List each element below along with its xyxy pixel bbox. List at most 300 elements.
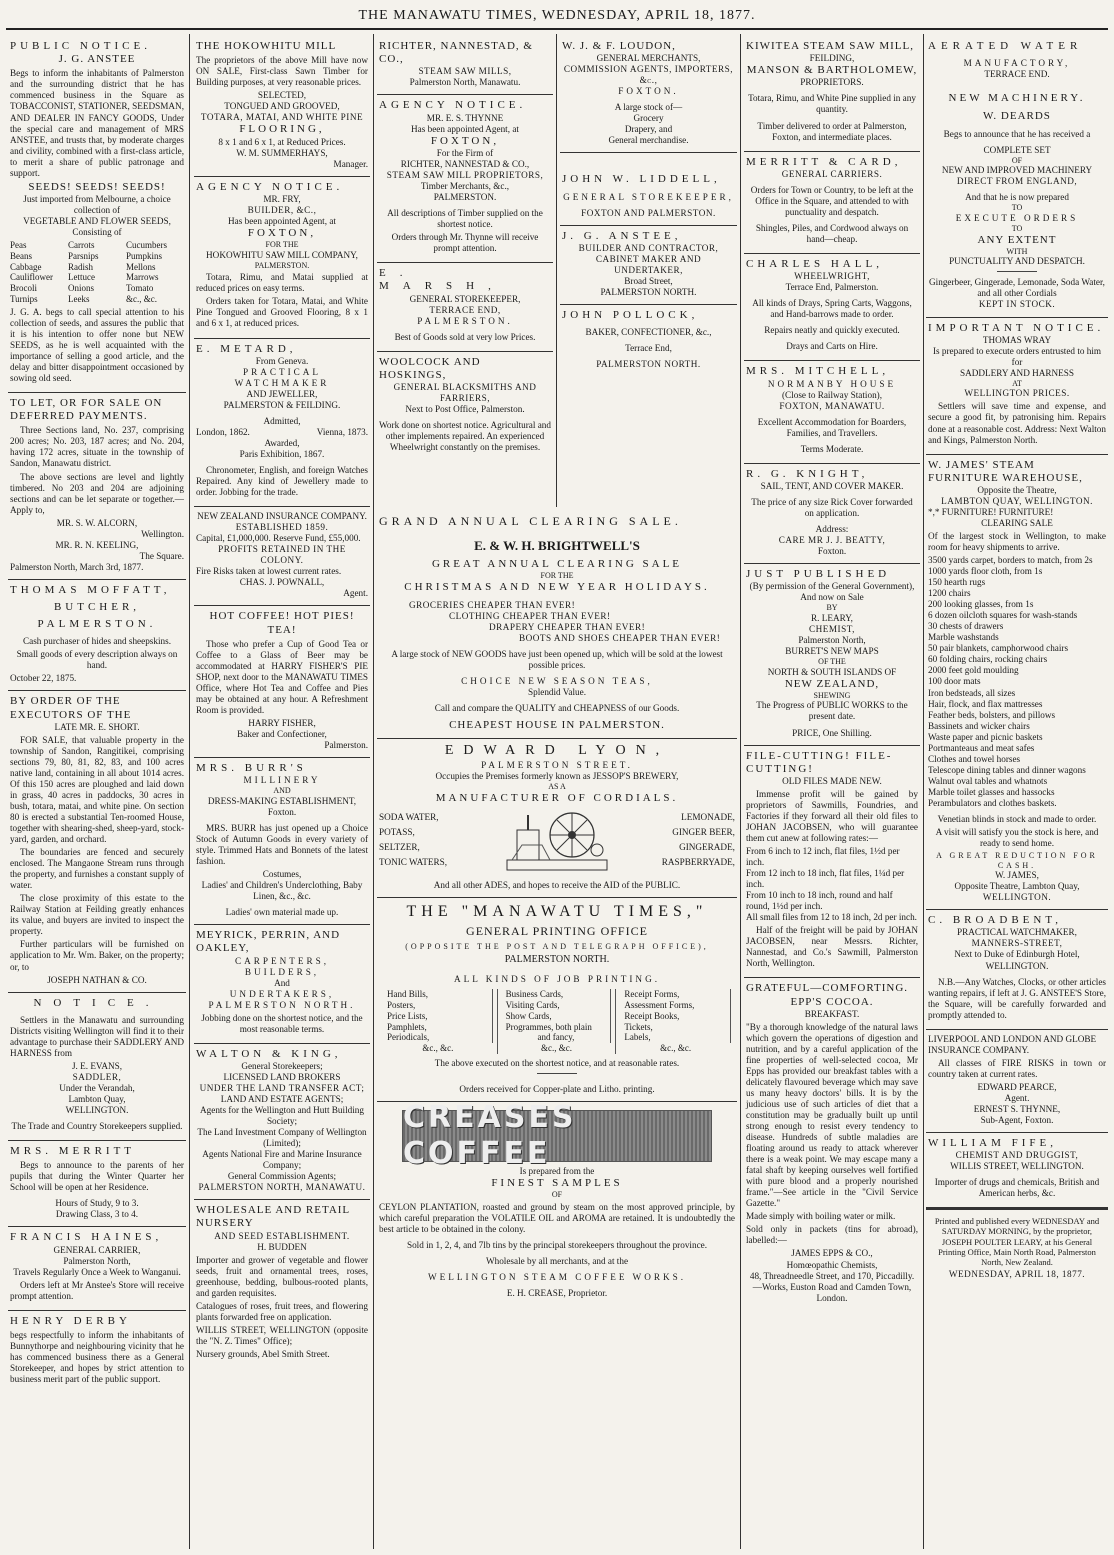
ad-manawatu-times-printing [377, 898, 737, 1102]
ad-text: UNDERTAKERS, [229, 988, 335, 999]
ad-text: PALMERSTON. [417, 315, 513, 326]
ad-merritt-card [744, 152, 920, 254]
ad-title: MRS. BURR'S [196, 762, 307, 774]
seed-item: Cauliflower [10, 272, 53, 283]
ad-text: PALMERSTON NORTH, MANAWATU. [198, 1182, 366, 1193]
ad-text: Ladies' own material made up. [225, 907, 339, 918]
column-rule [740, 34, 741, 1549]
ad-body: Catalogues of roses, fruit trees, and flowering plants forwarded free on application. [196, 1300, 368, 1322]
ad-kiwitea [744, 36, 920, 152]
ad-body: Made simply with boiling water or milk. [746, 1211, 896, 1222]
ad-text: CHEMIST AND DRUGGIST, [955, 1150, 1079, 1161]
job-item: &c., &c. [422, 1043, 454, 1054]
ad-text: (Close to Railway Station), [781, 389, 883, 400]
furniture-list [928, 555, 1106, 809]
ad-body: Three Sections land, No. 237, comprising 200 acres; No. 203, 187 acres; and No. 204, having 172 acres, situate in the township of Sandon, Manawatu district. [10, 425, 184, 469]
cordial: LEMONADE, [681, 812, 735, 822]
seed-item: Cabbage [10, 261, 42, 272]
ad-text: TERRACE END. [984, 69, 1050, 80]
ad-title: JUST PUBLISHED [746, 568, 891, 581]
ad-text: STEAM SAW MILLS, [418, 66, 512, 77]
ad-place: PALMERSTON & FEILDING. [223, 399, 341, 410]
ad-body: Orders left at Mr Anstee's Store will receive prompt attention. [10, 1279, 184, 1301]
ad-name: H. BUDDEN [257, 1241, 307, 1252]
ad-text: General merchandise. [608, 135, 689, 146]
ad-body: The close proximity of this estate to the Railway Station at Feilding greatly enhances its value, and buyers are invited to inspect the property. [10, 893, 184, 937]
ad-text: FOXTON. [618, 86, 679, 97]
ad-text: Consisting of [72, 226, 122, 237]
ad-text: BUILDER AND CONTRACTOR, [578, 242, 719, 253]
ad-text: 8 x 1 and 6 x 1, at Reduced Prices. [218, 136, 346, 147]
ad-text: OF [551, 1190, 563, 1200]
ad-clearing-sale [377, 510, 737, 739]
ad-body: CEYLON PLANTATION, roasted and ground by steam on the most approved principle, by which careful preparation the VOLATILE OIL and AROMA are retained. It is undoubtedly the best article to be obtained in the colony. [379, 1201, 735, 1235]
ad-text: Terrace End, Palmerston. [785, 282, 879, 293]
ad-body: MRS. BURR has just opened up a Choice Stock of Autumn Goods in every variety of style. Trimmed Hats and Bonnets of the latest fashion. [196, 822, 368, 866]
ad-text: Opposite the Theatre, [977, 484, 1057, 495]
column-1 [8, 36, 186, 1549]
ad-hot-coffee [194, 606, 370, 758]
ad-text: FOXTON AND PALMERSTON. [581, 207, 716, 218]
ad-title: IMPORTANT NOTICE. [928, 321, 1105, 334]
ad-text: HOKOWHITU SAW MILL COMPANY, [206, 249, 358, 260]
ad-text: Palmerston North, [798, 634, 866, 645]
cordial: GINGERADE, [679, 842, 735, 853]
ad-title: AERATED WATER [928, 40, 1083, 52]
ad-text: COMPLETE SET [983, 144, 1051, 155]
seed-item: Cucumbers [126, 240, 167, 250]
ad-signature: ERNEST S. THYNNE, [973, 1103, 1061, 1114]
ad-title: R. G. KNIGHT, [746, 467, 869, 480]
ad-body: All kinds of Drays, Spring Carts, Waggons, and Hand-barrows made to order. [752, 298, 912, 320]
ad-text: Palmerston North, Manawatu. [409, 77, 521, 88]
ad-body: Begs to announce to the parents of her pupils that during the Winter Quarter her School will be open at her Residence. [10, 1160, 184, 1193]
ad-budden [194, 1200, 370, 1366]
ad-text: Next to Duke of Edinburgh Hotel, [954, 949, 1080, 960]
ad-title: GRAND ANNUAL CLEARING SALE. [379, 514, 682, 528]
ad-name: MR. FRY, [263, 193, 301, 204]
seed-item: Marrows [126, 272, 159, 283]
ad-body: Those who prefer a Cup of Good Tea or Coffee to a Glass of Beer may be accommodated at HARRY FISHER'S PIE SHOP, next door to the MANAWATU TIMES Office, where Hot Tea and Coffee and Pies may be obtained at any hour. A Refreshment Room is provided. [196, 638, 368, 715]
seed-item: Lettuce [68, 272, 95, 283]
ad-text: SADDLERY AND HARNESS [959, 367, 1074, 378]
ad-name: MR. E. S. THYNNE [426, 112, 504, 123]
ad-address: 48, Threadneedle Street, and 170, Piccadilly.—Works, Euston Road and Camden Town, London. [749, 1270, 915, 1303]
ad-body: "By a thorough knowledge of the natural laws which govern the operations of digestion and nutrition, and by a careful application of the fine properties of well-selected cocoa, Mr Epps has provided our breakfast tables with a delicately flavoured beverage which may save us many heavy doctors' bills. It is by the judicious use of such articles of diet that a constitution may be gradually built up until strong enough to resist every tendency to disease. Hundreds of subtle maladies are floating around us ready to attack wherever there is a weak point. We may escape many a fatal shaft by keeping ourselves well fortified with pure blood and a properly nourished frame."—See article in the "Civil Service Gazette." [746, 1021, 918, 1209]
seed-item: &c., &c. [126, 293, 157, 304]
ad-just-published [744, 564, 920, 745]
ad-text: PRACTICAL WATCHMAKER, [957, 927, 1077, 938]
ad-aerated-water [926, 36, 1108, 318]
ad-title: WHOLESALE AND RETAIL NURSERY [196, 1204, 350, 1230]
ad-contact-place: The Square. [139, 550, 184, 561]
ad-executors [8, 691, 186, 992]
ad-text: And now on Sale [800, 592, 864, 603]
list-item: Marble toilet glasses and hassocks [928, 786, 1055, 797]
ad-body: All descriptions of Timber supplied on the shortest notice. [387, 208, 543, 230]
job-item: Receipt Books, [620, 1011, 731, 1022]
job-item: Receipt Forms, [620, 989, 731, 1000]
ad-liddell [560, 153, 737, 225]
ad-address: WELLINGTON. [65, 1105, 129, 1115]
ad-text: Foxton. [267, 806, 297, 817]
ad-trade: BUTCHER, [53, 600, 141, 613]
column-3-wide [377, 510, 737, 1549]
list-item: 30 chests of drawers [928, 621, 1004, 632]
ad-date: Palmerston North, March 3rd, 1877. [10, 561, 144, 572]
ad-text: FINEST SAMPLES [491, 1177, 623, 1190]
ad-title: THOMAS MOFFATT, [10, 583, 171, 596]
ad-richter [377, 36, 553, 95]
column-3b [560, 36, 737, 506]
rate-item: From 12 inch to 18 inch, flat files, 1¼d per inch. [746, 868, 905, 890]
ad-place: FOXTON, [247, 226, 317, 239]
ad-address: Under the Verandah, [59, 1082, 135, 1093]
column-4 [744, 36, 920, 1549]
job-item: Show Cards, [502, 1011, 612, 1022]
ad-title: WOOLCOCK AND HOSKINGS, [379, 355, 481, 381]
ad-body: A visit will satisfy you the stock is here, and ready to send home. [935, 826, 1099, 848]
ad-body: Drays and Carts on Hire. [786, 341, 878, 352]
ad-text: MANNERS-STREET, [971, 938, 1063, 949]
ad-text: DRESS-MAKING ESTABLISHMENT, [207, 795, 357, 806]
ad-text: Splendid Value. [527, 687, 586, 698]
ad-text: WELLINGTON PRICES. [964, 388, 1070, 399]
ad-body: Call and compare the QUALITY and CHEAPNESS of our Goods. [434, 703, 680, 714]
ad-text: Gingerbeer, Gingerade, Lemonade, Soda Water, and all other Cordials [929, 277, 1105, 299]
cordial: GINGER BEER, [672, 827, 735, 838]
cordial: RASPBERRYADE, [661, 857, 735, 868]
ad-text: PROFITS RETAINED IN THE COLONY. [218, 544, 346, 566]
ad-title: PUBLIC NOTICE. [10, 40, 151, 52]
ad-text: LAMBTON QUAY, WELLINGTON. [941, 495, 1093, 506]
ad-body: Sold only in packets (tins for abroad), labelled:— [746, 1224, 918, 1246]
cordial: SODA WATER, [379, 812, 439, 822]
ad-text: FEILDING, [809, 53, 855, 64]
list-item: 60 folding chairs, rocking chairs [928, 654, 1048, 665]
ad-text: Hours of Study, 9 to 3. [55, 1198, 139, 1209]
ad-title: MERRITT & CARD, [746, 155, 902, 168]
ad-text: BOOTS AND SHOES CHEAPER THAN EVER! [519, 633, 721, 644]
list-item: Perambulators and clothes baskets. [928, 797, 1057, 808]
imprint-text: Printed and published every WEDNESDAY and SATURDAY MORNING, by the proprietor, JOSEPH POULTER LEARY, at his General Printing Office, Main North Road, Palmerston North, New Zealand. [934, 1216, 1100, 1267]
ad-text: Is prepared to execute orders entrusted to him for [932, 345, 1102, 367]
job-printing-list [379, 989, 735, 1054]
ad-name: J. E. EVANS, [71, 1060, 123, 1071]
ad-nz-insurance [194, 507, 370, 606]
ad-text: From Geneva. [255, 355, 309, 366]
seed-item: Radish [68, 261, 94, 272]
ad-text: TONGUED AND GROOVED, [224, 101, 340, 112]
ad-name: LATE MR. E. SHORT. [54, 721, 140, 732]
ad-text: CHRISTMAS AND NEW YEAR HOLIDAYS. [404, 580, 710, 593]
ad-text: AS A [548, 782, 566, 792]
column-3a [377, 36, 553, 506]
ad-anstee-builder [560, 226, 737, 305]
ad-trade: GENERAL CARRIER, [53, 1244, 141, 1255]
ad-trade: SADDLER, [72, 1071, 122, 1082]
award-row [196, 427, 368, 438]
ad-text: FOXTON, MANAWATU. [779, 400, 885, 411]
ad-pollock [560, 305, 737, 376]
job-item: Price Lists, [383, 1011, 493, 1022]
seed-item: Pumpkins [126, 250, 163, 261]
ad-text: FOR THE [540, 571, 574, 581]
ad-text: WILLIS STREET, WELLINGTON. [950, 1161, 1084, 1172]
list-item: Walnut oval tables and whatnots [928, 775, 1048, 786]
ad-text: KEPT IN STOCK. [978, 299, 1056, 310]
ad-text: Awarded, [264, 437, 300, 448]
list-item: 2000 feet gold moulding [928, 665, 1019, 676]
ad-public-notice [8, 36, 186, 393]
ad-text: PALMERSTON. [433, 192, 497, 202]
ad-title: W. JAMES' STEAM FURNITURE WAREHOUSE, [928, 458, 1083, 484]
ad-text: GENERAL PRINTING OFFICE [466, 924, 648, 939]
ad-text: Is prepared from the [519, 1166, 595, 1177]
ad-text: Agents for the Wellington and Hutt Building Society; [200, 1105, 364, 1127]
job-col [379, 989, 498, 1054]
list-item: 3500 yards carpet, borders to match, from 2s [928, 555, 1093, 566]
ad-text: NEW MACHINERY. [948, 92, 1086, 105]
ad-body: Orders through Mr. Thynne will receive prompt attention. [391, 232, 539, 254]
ad-text: Orders received for Copper-plate and Litho. printing. [459, 1084, 655, 1095]
ad-text: The Progress of PUBLIC WORKS to the present date. [756, 700, 908, 722]
ad-knight [744, 464, 920, 564]
ad-body: Timber delivered to order at Palmerston, Foxton, and intermediate places. [757, 120, 907, 142]
list-item: Marble washstands [928, 632, 999, 643]
ad-text: And all other ADES, and hopes to receive the AID of the PUBLIC. [433, 880, 681, 891]
ad-wray [926, 318, 1108, 455]
ad-text: WHEELWRIGHT, [794, 271, 870, 282]
job-item: Periodicals, [383, 1032, 493, 1043]
ad-body: All classes of FIRE RISKS in town or country taken at current rates. [928, 1057, 1106, 1079]
ad-title: JOHN W. LIDDELL, [562, 173, 721, 186]
ad-text: Admitted, [263, 415, 301, 426]
ad-contact: MR. S. W. ALCORN, [56, 517, 138, 528]
ad-text: BY [826, 603, 838, 613]
ad-edward-lyon [377, 739, 737, 898]
ad-mrs-burr [194, 758, 370, 925]
ad-text: CARE MR J. J. BEATTY, [778, 535, 886, 545]
column-rule [189, 34, 190, 1549]
ad-text: Ladies' and Children's Underclothing, Baby Linen, &c., &c. [201, 880, 363, 902]
job-item: &c., &c. [540, 1043, 572, 1054]
ad-title: BY ORDER OF THE EXECUTORS OF THE [10, 695, 132, 721]
ad-text: PALMERSTON. [254, 260, 310, 270]
ad-title: MRS. MITCHELL, [746, 365, 890, 378]
ad-title: KIWITEA STEAM SAW MILL, [746, 40, 914, 52]
imprint-date: WEDNESDAY, APRIL 18, 1877. [948, 1269, 1086, 1280]
ad-text: For the Firm of [436, 147, 494, 158]
ad-text: A GREAT REDUCTION FOR CASH. [936, 850, 1098, 870]
ad-signature: W. JAMES, [995, 870, 1039, 881]
seed-list [10, 240, 184, 305]
ad-body: Half of the freight will be paid by JOHAN JACOBSEN, near Messrs. Richter, Nannestad, and Co.'s Sawmill, Palmerston North, Wellington. [746, 925, 918, 969]
ad-text: Foxton. [817, 546, 847, 557]
ad-text: General Storekeepers; [241, 1060, 323, 1071]
ad-text: TO [1011, 224, 1023, 233]
ad-text: Grocery [633, 113, 664, 124]
ad-body: Orders taken for Totara, Matai, and White Pine Tongued and Grooved Flooring, 8 x 1 and 6 x 1, at reduced prices. [196, 296, 368, 329]
ad-text: ESTABLISHED 1859. [235, 522, 329, 533]
ad-mrs-mitchell [744, 361, 920, 463]
ad-charles-hall [744, 254, 920, 361]
divider [537, 1073, 577, 1074]
cordial: TONIC WATERS, [379, 857, 448, 868]
rate-item: From 6 inch to 12 inch, flat files, 1½d per inch. [746, 846, 900, 868]
ad-text: CHEMIST, [809, 623, 855, 634]
ad-text: PALMERSTON NORTH. [504, 954, 610, 966]
ad-text: *,* FURNITURE! FURNITURE! [928, 507, 1054, 517]
ad-text: GENERAL BLACKSMITHS AND FARRIERS, [393, 382, 537, 404]
ad-title: JOHN POLLOCK, [562, 309, 699, 322]
ad-text: TO [1011, 203, 1023, 213]
ad-text: GENERAL STOREKEEPER, [563, 191, 734, 202]
ad-text: TERRACE END, [429, 304, 501, 315]
seed-item: Carrots [68, 240, 95, 250]
ad-title: E. METARD, [196, 342, 297, 355]
job-item: and fancy, [502, 1032, 612, 1043]
ad-text: Next to Post Office, Palmerston. [405, 404, 525, 415]
ad-body: Further particulars will be furnished on application to Mr. Wm. Baker, on the property; or, to [10, 939, 184, 972]
list-item: Telescope dining tables and dinner wagons [928, 764, 1086, 775]
ad-to-let [8, 393, 186, 580]
ad-title: FILE-CUTTING! FILE-CUTTING! [746, 749, 893, 775]
ad-title: E. MARSH, [379, 267, 505, 293]
ad-text: Capital, £1,000,000. Reserve Fund, £55,000. [196, 533, 361, 544]
ad-crease-coffee [377, 1102, 737, 1305]
ad-text: PALMERSTON NORTH. [600, 287, 697, 297]
ad-body: The boundaries are fenced and securely enclosed. The Mangaone Stream runs through the property, and furnishes a constant supply of water. [10, 847, 184, 891]
ad-title: THE HOKOWHITU MILL [196, 40, 337, 52]
imprint [926, 1208, 1108, 1286]
list-item: Iron bedsteads, all sizes [928, 687, 1016, 698]
ad-firm: E. & W. H. BRIGHTWELL'S [474, 538, 640, 554]
ad-text: GENERAL MERCHANTS, [596, 53, 701, 64]
ad-text: BAKER, CONFECTIONER, &c., [585, 327, 712, 338]
ad-text: AND JEWELLER, [246, 388, 318, 399]
ad-body: The above sections are level and lightly timbered. No 203 and 204 are adjoining sections and can be let separate or together.—Apply to, [10, 471, 184, 515]
ad-text: Drawing Class, 3 to 4. [55, 1209, 139, 1220]
ad-title: CHARLES HALL, [746, 257, 883, 270]
job-item: Assessment Forms, [620, 1000, 731, 1011]
seed-item: Turnips [10, 293, 38, 304]
ad-text: The above executed on the shortest notice, and at reasonable rates. [434, 1058, 680, 1069]
divider [997, 271, 1037, 272]
ad-text: Terrace End, [625, 343, 672, 354]
ad-text: Timber Merchants, &c., [420, 180, 510, 191]
ad-title: TO LET, OR FOR SALE ON DEFERRED PAYMENTS. [10, 397, 163, 423]
ad-title: MRS. MERRITT [10, 1145, 136, 1158]
ad-body: WILLIS STREET, WELLINGTON (opposite the "N. Z. Times" Office); [196, 1324, 368, 1346]
ad-marsh [377, 263, 553, 352]
ad-title: THE "MANAWATU TIMES," [406, 903, 708, 921]
job-item: Pamphlets, [383, 1022, 493, 1033]
column-rule [556, 34, 557, 507]
ad-text: Travels Regularly Once a Week to Wanganui. [13, 1266, 181, 1277]
ad-body: Importer of drugs and chemicals, British and American herbs, &c. [934, 1177, 1100, 1199]
ad-text: Has been appointed Agent, at [228, 215, 336, 226]
ad-text: MILLINERY [243, 775, 321, 786]
seed-item: Beans [10, 250, 32, 261]
ad-body: Begs to inform the inhabitants of Palmerston and the surrounding district that he has commenced business in the Square as TOBACCONIST, STATIONER, SEEDSMAN, AND DEALER IN FANCY GOODS, Under the special care and management of MRS ANSTEE, and trusts that, by moderate charges and civility, combined with a first-class article, to merit a share of public patronage and support. [10, 68, 184, 178]
seed-item: Mellons [126, 261, 156, 272]
ad-text: Drapery, and [624, 124, 673, 135]
ad-signature-role: Manager. [333, 158, 368, 169]
ad-address: WELLINGTON. [982, 892, 1052, 903]
ad-text: DRAPERY CHEAPER THAN EVER! [489, 622, 646, 633]
ad-body: J. G. A. begs to call special attention to his collection of seeds, and assures the public that it is his intention to offer none but NEW SEEDS, as he is well acquainted with the importance of selling a good article, and the delay and bitter disappointment occasioned by sowing old seed. [10, 306, 184, 383]
ad-title: C. BROADBENT, [928, 914, 1062, 927]
ad-agency-thynne [377, 95, 553, 263]
list-item: Waste paper and picnic baskets [928, 731, 1043, 742]
list-item: 1000 yards floor cloth, from 1s [928, 566, 1043, 577]
ad-body: begs respectfully to inform the inhabitants of Bunnythorpe and neighbouring vicinity that he has commenced business there as a General Storekeeper, and hopes by strict attention to business merit part of the public support. [10, 1329, 184, 1385]
ad-text: ALL KINDS OF JOB PRINTING. [453, 974, 661, 985]
ad-place: FOXTON, [430, 134, 500, 147]
seed-item: Parsnips [68, 250, 99, 261]
ad-text: Wholesale by all merchants, and at the [485, 1256, 629, 1267]
ad-title: LIVERPOOL AND LONDON AND GLOBE INSURANCE COMPANY. [928, 1033, 1097, 1055]
ad-title: AGENCY NOTICE. [379, 99, 527, 112]
ad-moffatt [8, 580, 186, 692]
ad-text: AND SEED ESTABLISHMENT. [214, 1230, 350, 1241]
list-item: 50 pair blankets, camphorwood chairs [928, 643, 1069, 654]
ad-text: And that he is now prepared [965, 192, 1069, 203]
ad-body: FOR SALE, that valuable property in the township of Sandon, Rangitikei, comprising sections 79, 80, 81, 82, 83, and 100 acres native land, containing in all about 1014 acres. Of this 150 acres are ploughed and laid down in grass, 40 acres in paddocks, 30 acres in bush, totara, matai, and white pine. On section 80 is erected a substantial Ten-roomed House, together with shearing-shed, sheep-yard, stock-yard, garden, and orchard. [10, 734, 184, 845]
job-item: Labels, [620, 1032, 731, 1043]
rate-item: From 10 inch to 18 inch, round and half round, 1½d per inch. [746, 890, 893, 912]
list-item: 200 looking glasses, from 1s [928, 599, 1034, 610]
ad-james-furniture [926, 455, 1108, 911]
ad-signature: CHAS. J. POWNALL, [239, 577, 325, 588]
ad-title: FRANCIS HAINES, [10, 1231, 163, 1244]
ad-metard [194, 339, 370, 508]
ad-text: ANY EXTENT [977, 233, 1057, 246]
ad-signature: HARRY FISHER, [248, 717, 316, 728]
ad-text: LAND AND ESTATE AGENTS; [220, 1094, 344, 1104]
job-item: Programmes, both plain [502, 1022, 612, 1033]
ad-signature-role: Agent. [1004, 1092, 1030, 1103]
rate-item: All small files from 12 to 18 inch, 2d per inch. [746, 912, 917, 923]
ad-text: PUNCTUALITY AND DESPATCH. [949, 256, 1085, 267]
ad-text: And [274, 977, 290, 988]
cordials [379, 805, 735, 875]
job-item: Hand Bills, [383, 989, 493, 1000]
ad-body: Totara, Rimu, and Matai supplied at reduced prices on easy terms. [196, 272, 368, 294]
ad-text: FOR THE [265, 240, 299, 250]
ad-place: PALMERSTON. [37, 618, 157, 631]
masthead: THE MANAWATU TIMES, WEDNESDAY, APRIL 18, 1877. [358, 8, 756, 23]
ad-title: NEW ZEALAND INSURANCE COMPANY. [197, 511, 367, 522]
ad-signature: EDWARD PEARCE, [977, 1081, 1057, 1092]
column-5 [926, 36, 1108, 1549]
ad-body: Venetian blinds in stock and made to order. [937, 813, 1097, 824]
job-item: &c., &c. [660, 1043, 692, 1054]
ad-text: DIRECT FROM ENGLAND, [956, 176, 1078, 187]
ad-title: GRATEFUL—COMFORTING. [746, 982, 909, 995]
ad-text: BURRET'S NEW MAPS [785, 646, 879, 656]
ad-text: BREAKFAST. [804, 1008, 860, 1019]
seed-item: Peas [10, 240, 27, 250]
award: Paris Exhibition, 1867. [239, 448, 325, 459]
ad-signature-role: Baker and Confectioner, [237, 728, 327, 739]
ad-address: Lambton Quay, [68, 1093, 126, 1104]
ad-text: General Commission Agents; [227, 1171, 337, 1182]
ad-text: WELLINGTON. [985, 960, 1049, 971]
crease-coffee-banner: CREASES COFFEE [402, 1110, 712, 1162]
ad-text: Address: [815, 523, 849, 534]
